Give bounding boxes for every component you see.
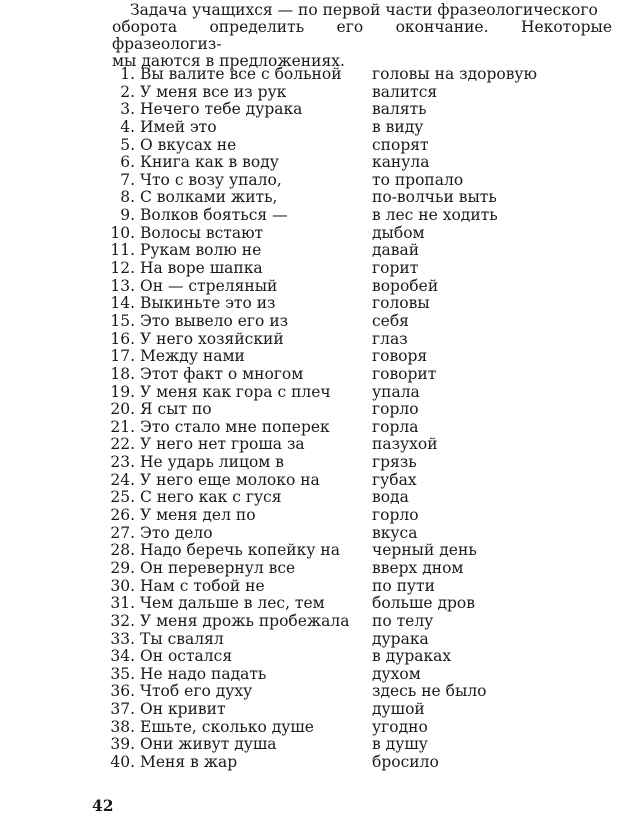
phrase-beginning: С волками жить, [140,188,278,207]
phrase-beginning: Выкиньте это из [140,294,276,313]
phrase-ending: головы [372,294,430,313]
phrase-ending: дурака [372,629,429,648]
phrase-beginning: Они живут душа [140,735,277,754]
list-item [0,137,620,155]
phrase-ending: в душу [372,735,428,754]
item-number: 17. [110,347,135,366]
item-number: 40. [110,752,135,771]
phrase-ending: черный день [372,541,477,560]
list-item [0,295,620,313]
phrase-ending: спорят [372,135,429,154]
list-item [0,154,620,172]
phrase-ending: валять [372,100,427,119]
list-item [0,331,620,349]
item-number: 20. [110,400,135,419]
item-number: 38. [110,717,135,736]
item-number: 27. [110,523,135,542]
phrase-ending: давай [372,241,420,260]
phrase-beginning: Не ударь лицом в [140,453,284,472]
list-item [0,683,620,701]
phrase-ending: дыбом [372,223,425,242]
phrase-ending: пазухой [372,435,438,454]
item-number: 14. [110,294,135,313]
item-number: 19. [110,382,135,401]
phrase-beginning: У него хозяйский [140,329,284,348]
item-number: 22. [110,435,135,454]
list-item [0,366,620,384]
phrase-beginning: У меня дрожь пробежала [140,611,350,630]
phrase-beginning: Я сыт по [140,400,212,419]
phrase-beginning: На воре шапка [140,259,263,278]
list-item [0,736,620,754]
list-item [0,489,620,507]
phrase-ending: по пути [372,576,435,595]
phrase-beginning: У меня дел по [140,506,256,525]
item-number: 34. [110,647,135,666]
item-number: 37. [110,700,135,719]
phrase-beginning: О вкусах не [140,135,237,154]
phrase-beginning: Он кривит [140,700,226,719]
list-item [0,225,620,243]
list-item [0,613,620,631]
list-item [0,207,620,225]
item-number: 12. [110,259,135,278]
phrase-beginning: У него еще молоко на [140,470,320,489]
item-number: 26. [110,506,135,525]
item-number: 25. [110,488,135,507]
phrase-beginning: Между нами [140,347,245,366]
phrase-ending: воробей [372,276,439,295]
phrase-ending: в лес не ходить [372,206,498,225]
list-item [0,401,620,419]
intro-line-1: Задача учащихся — по первой части фразеологического [130,1,598,19]
item-number: 7. [120,170,135,189]
phrase-beginning: С него как с гуся [140,488,282,507]
phrase-beginning: Это вывело его из [140,311,289,330]
list-item [0,631,620,649]
list-item [0,542,620,560]
item-number: 35. [110,664,135,683]
page-number: 42 [92,796,114,815]
item-number: 33. [110,629,135,648]
list-item [0,666,620,684]
item-number: 24. [110,470,135,489]
item-number: 10. [110,223,135,242]
phrase-beginning: Надо беречь копейку на [140,541,340,560]
phrase-ending: упала [372,382,420,401]
phrase-beginning: Рукам волю не [140,241,262,260]
phrase-ending: вкуса [372,523,418,542]
phrase-beginning: У меня как гора с плеч [140,382,331,401]
phrase-beginning: Что с возу упало, [140,170,282,189]
phrase-beginning: У него нет гроша за [140,435,305,454]
list-item [0,595,620,613]
item-number: 4. [120,117,135,136]
list-item [0,507,620,525]
phrase-beginning: Волков бояться — [140,206,288,225]
list-item [0,260,620,278]
item-number: 11. [110,241,135,260]
list-item [0,66,620,84]
phrase-beginning: Книга как в воду [140,153,279,172]
phrase-beginning: Вы валите все с больной [140,65,342,83]
phrase-ending: по-волчьи выть [372,188,497,207]
phrase-beginning: Он — стреляный [140,276,278,295]
list-item [0,384,620,402]
list-item [0,754,620,772]
item-number: 18. [110,364,135,383]
list-item [0,101,620,119]
list-item [0,701,620,719]
list-item [0,189,620,207]
phrase-ending: канула [372,153,430,172]
item-number: 2. [120,82,135,101]
phrase-beginning: Не надо падать [140,664,267,683]
list-item [0,648,620,666]
phrase-ending: говоря [372,347,428,366]
phrase-ending: вода [372,488,409,507]
list-item [0,719,620,737]
item-number: 39. [110,735,135,754]
item-number: 31. [110,594,135,613]
phrase-ending: в виду [372,117,424,136]
item-number: 1. [120,65,135,83]
item-number: 21. [110,417,135,436]
list-item [0,313,620,331]
phrase-beginning: Он перевернул все [140,558,296,577]
list-item [0,560,620,578]
item-number: 36. [110,682,135,701]
phrase-ending: в дураках [372,647,452,666]
item-number: 15. [110,311,135,330]
phrase-ending: валится [372,82,438,101]
phrase-beginning: Волосы встают [140,223,264,242]
item-number: 8. [120,188,135,207]
phrase-ending: по телу [372,611,434,630]
list-item [0,84,620,102]
phrase-beginning: Ты свалял [140,629,224,648]
item-number: 13. [110,276,135,295]
phrase-beginning: Это дело [140,523,213,542]
item-number: 16. [110,329,135,348]
phrase-ending: грязь [372,453,417,472]
phrase-beginning: У меня все из рук [140,82,287,101]
phrase-beginning: Это стало мне поперек [140,417,330,436]
item-number: 3. [120,100,135,119]
phrase-beginning: Этот факт о многом [140,364,304,383]
item-number: 32. [110,611,135,630]
phrase-ending: горло [372,400,419,419]
phrase-ending: бросило [372,752,439,771]
phrase-beginning: Меня в жар [140,752,238,771]
phrase-ending: губах [372,470,417,489]
phrase-beginning: Чтоб его духу [140,682,253,701]
list-item [0,578,620,596]
phrase-ending: то пропало [372,170,464,189]
phrase-beginning: Чем дальше в лес, тем [140,594,325,613]
list-item [0,525,620,543]
phrase-ending: вверх дном [372,558,464,577]
list-item [0,172,620,190]
list-item [0,348,620,366]
phrase-ending: душой [372,700,425,719]
phrase-ending: угодно [372,717,428,736]
item-number: 6. [120,153,135,172]
item-number: 23. [110,453,135,472]
phrase-ending: горла [372,417,419,436]
phraseology-list [0,66,620,772]
phrase-ending: себя [372,311,409,330]
item-number: 29. [110,558,135,577]
item-number: 9. [120,206,135,225]
phrase-ending: духом [372,664,421,683]
item-number: 5. [120,135,135,154]
phrase-ending: горло [372,506,419,525]
phrase-ending: глаз [372,329,408,348]
phrase-ending: больше дров [372,594,475,613]
phrase-beginning: Ешьте, сколько душе [140,717,314,736]
phrase-beginning: Имей это [140,117,217,136]
phrase-beginning: Он остался [140,647,233,666]
list-item [0,119,620,137]
phrase-beginning: Нечего тебе дурака [140,100,303,119]
list-item [0,242,620,260]
intro-line-2: оборота определить его окончание. Некоторые фразеологиз- [112,18,612,53]
phrase-ending: здесь не было [372,682,487,701]
phrase-beginning: Нам с тобой не [140,576,265,595]
phrase-ending: горит [372,259,419,278]
list-item [0,278,620,296]
task-instructions [112,2,612,70]
item-number: 28. [110,541,135,560]
item-number: 30. [110,576,135,595]
list-item [0,454,620,472]
phrase-ending: головы на здоровую [372,65,538,83]
list-item [0,419,620,437]
phrase-ending: говорит [372,364,437,383]
list-item [0,472,620,490]
list-item [0,436,620,454]
intro-line-3: мы даются в предложениях. [112,52,345,70]
